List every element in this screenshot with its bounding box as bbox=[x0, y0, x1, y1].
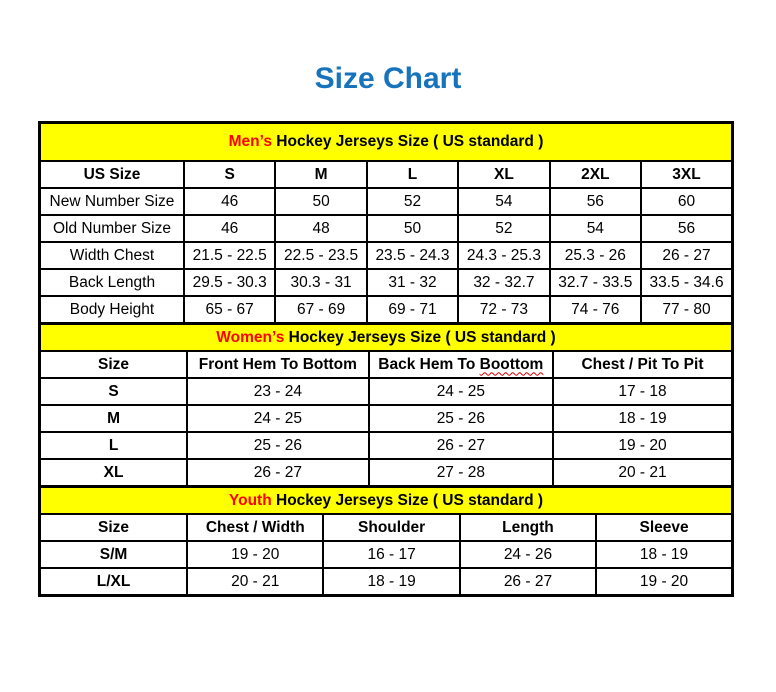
size-tables-container bbox=[38, 121, 734, 597]
value-cell: 22.5 - 23.5 bbox=[275, 242, 366, 269]
value-cell: 19 - 20 bbox=[596, 568, 732, 596]
value-cell: 54 bbox=[550, 215, 641, 242]
mens-banner-accent: Men’s bbox=[228, 133, 272, 150]
value-cell: 77 - 80 bbox=[641, 296, 732, 324]
value-cell: 27 - 28 bbox=[369, 459, 553, 487]
value-cell: 52 bbox=[367, 188, 458, 215]
column-header-cell: 2XL bbox=[550, 161, 641, 188]
value-cell: 23.5 - 24.3 bbox=[367, 242, 458, 269]
value-cell: 24 - 25 bbox=[369, 378, 553, 405]
row-label-cell: L bbox=[40, 432, 188, 459]
column-header-cell: Shoulder bbox=[323, 514, 459, 541]
column-header-cell: Sleeve bbox=[596, 514, 732, 541]
row-label-cell: S/M bbox=[40, 541, 188, 568]
column-header-cell: Front Hem To Bottom bbox=[187, 351, 369, 378]
misspelled-word-squiggle: Boottom bbox=[479, 355, 544, 373]
row-label-cell: XL bbox=[40, 459, 188, 487]
value-cell: 17 - 18 bbox=[553, 378, 733, 405]
column-header-cell: S bbox=[184, 161, 275, 188]
value-cell: 54 bbox=[458, 188, 549, 215]
row-label-cell: L/XL bbox=[40, 568, 188, 596]
table-row bbox=[40, 296, 733, 324]
value-cell: 52 bbox=[458, 215, 549, 242]
table-row bbox=[40, 514, 733, 541]
value-cell: 32.7 - 33.5 bbox=[550, 269, 641, 296]
value-cell: 21.5 - 22.5 bbox=[184, 242, 275, 269]
table-row bbox=[40, 215, 733, 242]
page-title: Size Chart bbox=[314, 62, 462, 95]
value-cell: 31 - 32 bbox=[367, 269, 458, 296]
value-cell: 48 bbox=[275, 215, 366, 242]
table-row bbox=[40, 188, 733, 215]
value-cell: 67 - 69 bbox=[275, 296, 366, 324]
mens-size-table bbox=[38, 121, 734, 325]
table-row bbox=[40, 378, 733, 405]
table-row bbox=[40, 161, 733, 188]
value-cell: 20 - 21 bbox=[187, 568, 323, 596]
value-cell: 24 - 25 bbox=[187, 405, 369, 432]
column-header-cell: Chest / Pit To Pit bbox=[553, 351, 733, 378]
value-cell: 50 bbox=[275, 188, 366, 215]
value-cell: 56 bbox=[550, 188, 641, 215]
column-header-cell bbox=[369, 351, 553, 378]
value-cell: 24.3 - 25.3 bbox=[458, 242, 549, 269]
row-label-cell: Back Length bbox=[40, 269, 184, 296]
column-header-cell: Size bbox=[40, 351, 188, 378]
value-cell: 26 - 27 bbox=[641, 242, 732, 269]
value-cell: 46 bbox=[184, 188, 275, 215]
table-row bbox=[40, 324, 733, 352]
womens-banner-accent: Women’s bbox=[216, 328, 285, 346]
value-cell: 25.3 - 26 bbox=[550, 242, 641, 269]
value-cell: 26 - 27 bbox=[369, 432, 553, 459]
mens-banner-text: Hockey Jerseys Size ( US standard ) bbox=[271, 133, 544, 150]
column-header-cell: US Size bbox=[40, 161, 184, 188]
value-cell: 20 - 21 bbox=[553, 459, 733, 487]
value-cell: 23 - 24 bbox=[187, 378, 369, 405]
value-cell: 19 - 20 bbox=[553, 432, 733, 459]
value-cell: 18 - 19 bbox=[596, 541, 732, 568]
value-cell: 29.5 - 30.3 bbox=[184, 269, 275, 296]
value-cell: 74 - 76 bbox=[550, 296, 641, 324]
value-cell: 18 - 19 bbox=[323, 568, 459, 596]
value-cell: 26 - 27 bbox=[460, 568, 596, 596]
youth-size-table bbox=[38, 485, 734, 597]
table-row bbox=[40, 432, 733, 459]
column-header-cell: Length bbox=[460, 514, 596, 541]
column-header-cell: M bbox=[275, 161, 366, 188]
row-label-cell: S bbox=[40, 378, 188, 405]
value-cell: 46 bbox=[184, 215, 275, 242]
value-cell: 65 - 67 bbox=[184, 296, 275, 324]
value-cell: 30.3 - 31 bbox=[275, 269, 366, 296]
value-cell: 24 - 26 bbox=[460, 541, 596, 568]
youth-banner-text: Hockey Jerseys Size ( US standard ) bbox=[271, 491, 544, 509]
row-label-cell: Old Number Size bbox=[40, 215, 184, 242]
value-cell: 72 - 73 bbox=[458, 296, 549, 324]
row-label-cell: M bbox=[40, 405, 188, 432]
table-row bbox=[40, 487, 733, 515]
row-label-cell: Body Height bbox=[40, 296, 184, 324]
table-row bbox=[40, 405, 733, 432]
column-header-cell: 3XL bbox=[641, 161, 732, 188]
value-cell: 32 - 32.7 bbox=[458, 269, 549, 296]
womens-section-banner bbox=[40, 324, 733, 352]
table-row bbox=[40, 242, 733, 269]
column-header-cell: L bbox=[367, 161, 458, 188]
womens-banner-text: Hockey Jerseys Size ( US standard ) bbox=[284, 328, 556, 346]
value-cell: 16 - 17 bbox=[323, 541, 459, 568]
value-cell: 69 - 71 bbox=[367, 296, 458, 324]
value-cell: 33.5 - 34.6 bbox=[641, 269, 732, 296]
table-row bbox=[40, 459, 733, 487]
table-row bbox=[40, 568, 733, 596]
table-row bbox=[40, 541, 733, 568]
column-header-text: Back Hem To bbox=[378, 355, 480, 373]
row-label-cell: New Number Size bbox=[40, 188, 184, 215]
womens-size-table bbox=[38, 322, 734, 488]
value-cell: 60 bbox=[641, 188, 732, 215]
column-header-cell: Size bbox=[40, 514, 188, 541]
youth-banner-accent: Youth bbox=[228, 491, 272, 509]
value-cell: 26 - 27 bbox=[187, 459, 369, 487]
value-cell: 56 bbox=[641, 215, 732, 242]
row-label-cell: Width Chest bbox=[40, 242, 184, 269]
value-cell: 50 bbox=[367, 215, 458, 242]
value-cell: 19 - 20 bbox=[187, 541, 323, 568]
column-header-cell: XL bbox=[458, 161, 549, 188]
value-cell: 25 - 26 bbox=[187, 432, 369, 459]
mens-section-banner bbox=[40, 123, 733, 162]
value-cell: 18 - 19 bbox=[553, 405, 733, 432]
table-row bbox=[40, 269, 733, 296]
table-row bbox=[40, 351, 733, 378]
column-header-cell: Chest / Width bbox=[187, 514, 323, 541]
youth-section-banner bbox=[40, 487, 733, 515]
table-row bbox=[40, 123, 733, 162]
value-cell: 25 - 26 bbox=[369, 405, 553, 432]
